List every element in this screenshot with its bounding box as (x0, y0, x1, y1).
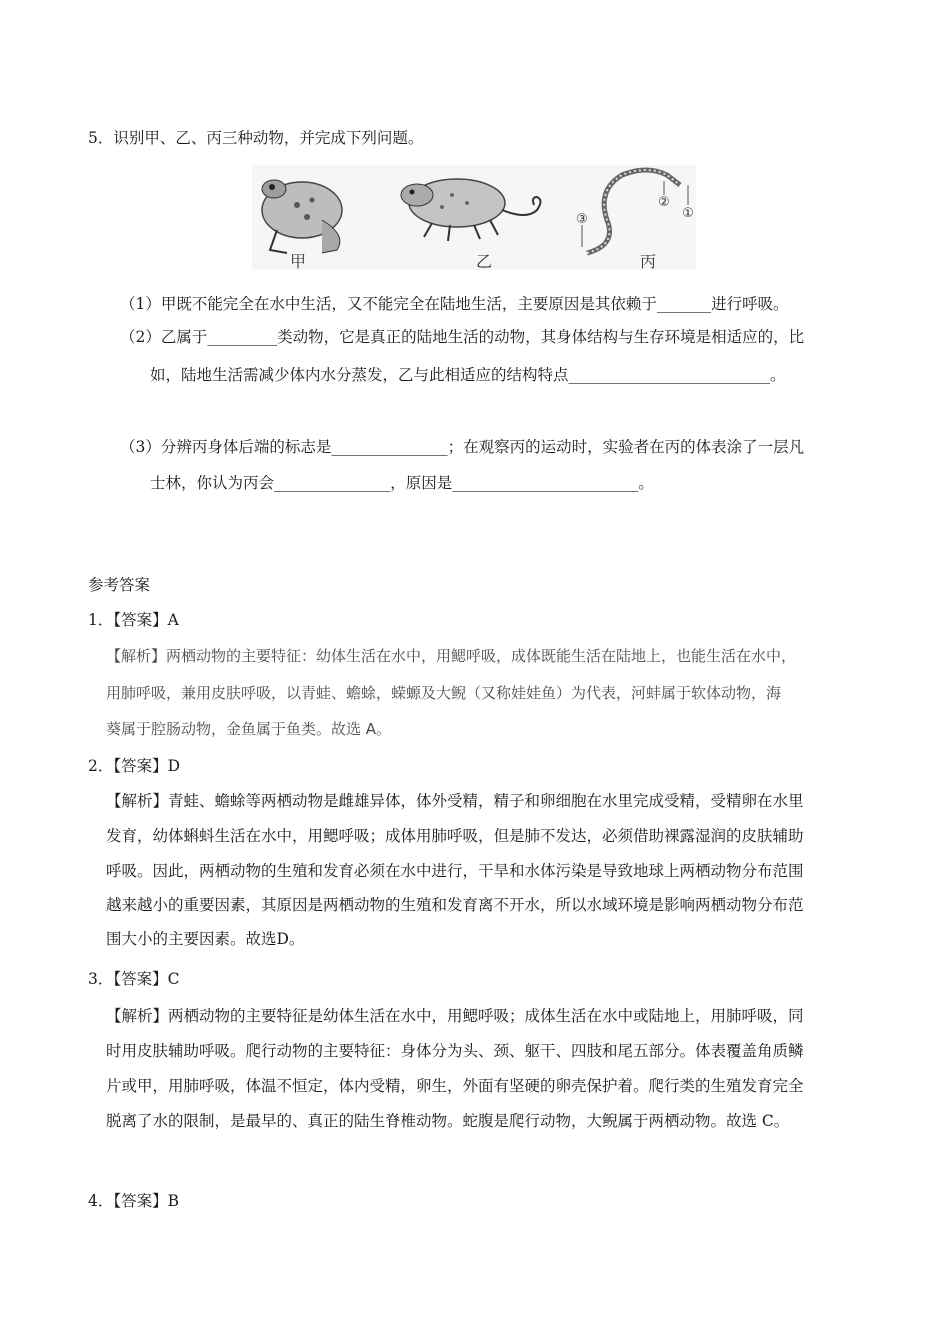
answer-3-explanation-line4: 脱离了水的限制，是最早的、真正的陆生脊椎动物。蛇腹是爬行动物，大鲵属于两栖动物。故选 C。 (106, 1112, 790, 1130)
answer-2-explanation-line4: 越来越小的重要因素，其原因是两栖动物的生殖和发育离不开水，所以水域环境是影响两栖动物分布范 (106, 896, 804, 914)
answer-1-explanation-line2: 用肺呼吸，兼用皮肤呼吸，以青蛙、蟾蜍，蝾螈及大鲵（又称娃娃鱼）为代表，河蚌属于软体动物，海 (106, 684, 782, 702)
answer-3-explanation-line2: 时用皮肤辅助呼吸。爬行动物的主要特征：身体分为头、颈、躯干、四肢和尾五部分。体表覆盖角质鳞 (106, 1042, 804, 1060)
answer-2-label: 2．【答案】D (88, 757, 181, 775)
answer-3-label: 3．【答案】C (88, 970, 180, 988)
subquestion-2-line1: （2）乙属于_________类动物，它是真正的陆地生活的动物，其身体结构与生存环境是相适应的，比 (120, 328, 805, 346)
label-yi: 乙 (476, 252, 493, 271)
answer-2-explanation-line3: 呼吸。因此，两栖动物的生殖和发育必须在水中进行，干旱和水体污染是导致地球上两栖动物分布范围 (106, 862, 804, 880)
answer-3-explanation-line3: 片或甲，用肺呼吸，体温不恒定，体内受精，卵生，外面有坚硬的卵壳保护着。爬行类的生殖发育完全 (106, 1077, 804, 1095)
animals-illustration (252, 165, 696, 270)
worm-label-2: ② (658, 195, 670, 210)
subquestion-3-line2: 士林，你认为丙会_______________，原因是________________________。 (150, 474, 654, 492)
animal-figure (252, 165, 696, 270)
answer-3-explanation-line1: 【解析】两栖动物的主要特征是幼体生活在水中，用鳃呼吸；成体生活在水中或陆地上，用肺呼吸，同 (106, 1007, 804, 1025)
answers-heading: 参考答案 (88, 576, 151, 594)
answer-4-label: 4．【答案】B (88, 1192, 180, 1210)
label-bing: 丙 (640, 252, 657, 271)
answer-1-label: 1．【答案】A (88, 611, 179, 629)
subquestion-2-line2: 如，陆地生活需减少体内水分蒸发，乙与此相适应的结构特点__________________________。 (150, 366, 786, 384)
worm-label-3: ③ (576, 212, 588, 227)
answer-2-explanation-line2: 发育，幼体蝌蚪生活在水中，用鳃呼吸；成体用肺呼吸，但是肺不发达，必须借助裸露湿润的皮肤辅助 (106, 827, 804, 845)
subquestion-3-line1: （3）分辨丙身体后端的标志是_______________；在观察丙的运动时，实验者在丙的体表涂了一层凡 (120, 438, 805, 456)
worm-label-1: ① (682, 206, 694, 221)
answer-2-explanation-line5: 围大小的主要因素。故选D。 (106, 930, 305, 948)
subquestion-1: （1）甲既不能完全在水中生活，又不能完全在陆地生活，主要原因是其依赖于_______进行呼吸。 (120, 295, 789, 313)
label-jia: 甲 (290, 252, 307, 271)
answer-1-explanation-line1: 【解析】两栖动物的主要特征：幼体生活在水中，用鳃呼吸，成体既能生活在陆地上，也能生活在水中， (106, 647, 797, 665)
answer-2-explanation-line1: 【解析】青蛙、蟾蜍等两栖动物是雌雄异体，体外受精，精子和卵细胞在水里完成受精，受精卵在水里 (106, 792, 804, 810)
answer-1-explanation-line3: 葵属于腔肠动物，金鱼属于鱼类。故选 A。 (106, 720, 392, 738)
question-stem: 5．识别甲、乙、丙三种动物，并完成下列问题。 (88, 129, 424, 147)
